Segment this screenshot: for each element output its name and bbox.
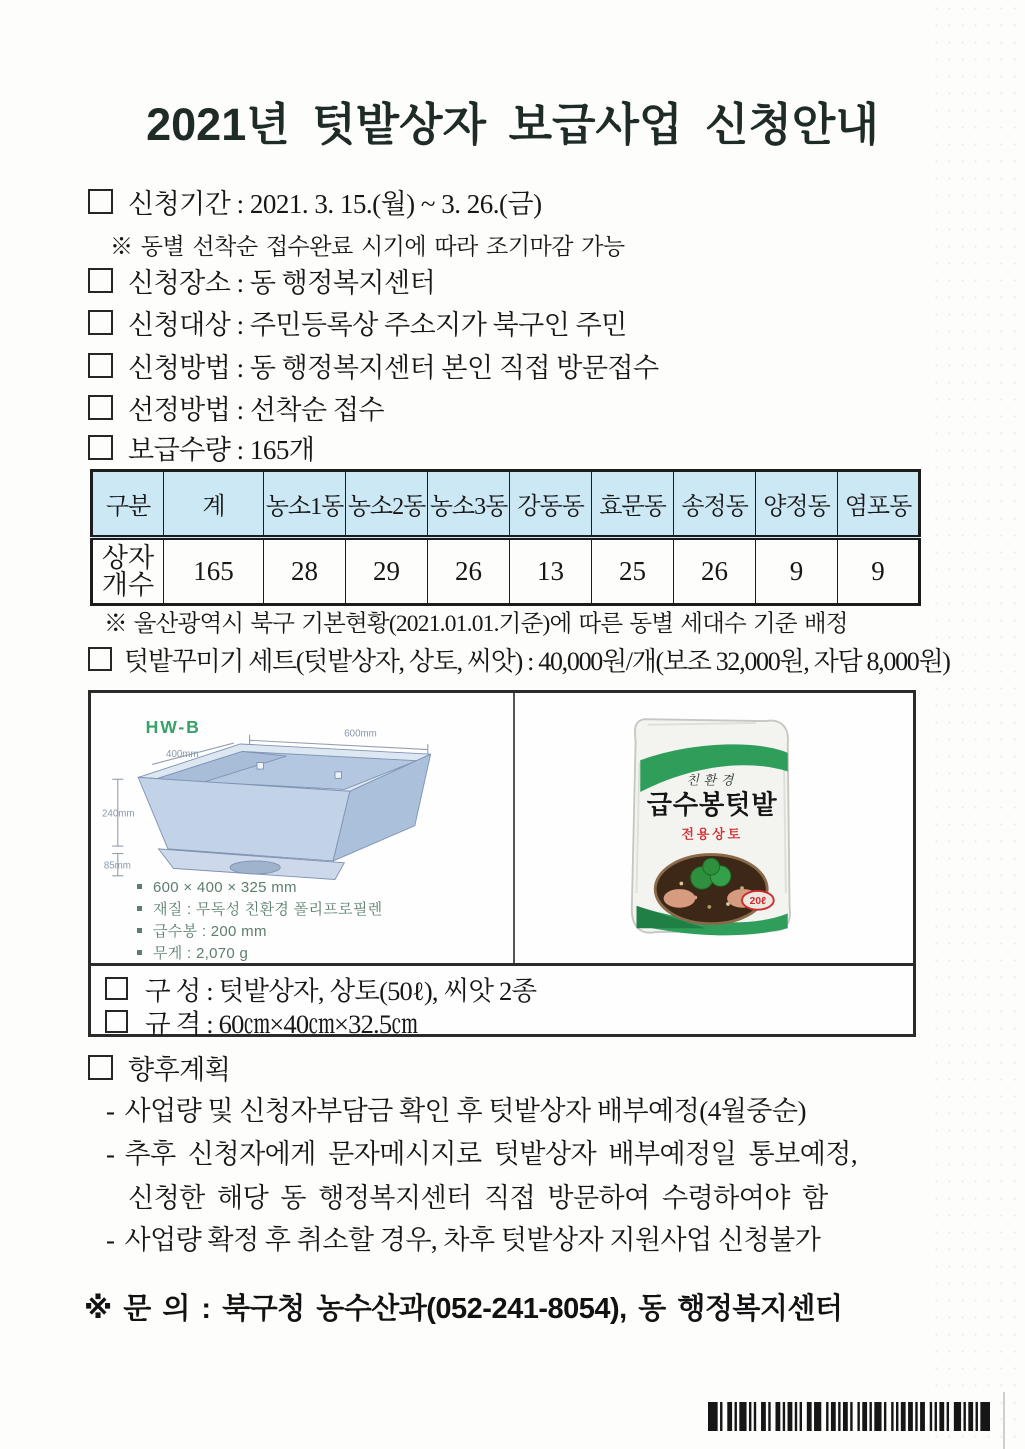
cell-value: 26 xyxy=(674,538,756,605)
notice-line-quantity xyxy=(88,428,314,467)
dim-depth-label: 400mm xyxy=(166,748,199,760)
bullet-text: 재질 : 무독성 친환경 폴리프로필렌 xyxy=(153,901,383,918)
plan-text: 사업량 및 신청자부담금 확인 후 텃밭상자 배부예정(4월중순) xyxy=(124,1096,806,1126)
spec-text: 규 격 : 60㎝×40㎝×32.5㎝ xyxy=(145,1009,418,1039)
plan-title-text: 향후계획 xyxy=(128,1055,231,1085)
bullet-item xyxy=(137,877,382,899)
col-header: 구분 xyxy=(92,471,164,538)
col-header: 계 xyxy=(164,471,264,538)
cell-value: 9 xyxy=(838,538,920,605)
notice-text: 신청장소 : 동 행정복지센터 xyxy=(128,268,436,298)
plan-text: 신청한 해당 동 행정복지센터 직접 방문하여 수령하여야 함 xyxy=(128,1183,828,1213)
figure-spec-section xyxy=(91,963,913,1037)
cell-value: 9 xyxy=(756,538,838,605)
col-header: 송정동 xyxy=(674,471,756,538)
barcode xyxy=(708,1402,990,1431)
volume-badge xyxy=(742,891,774,910)
bullet-text: 무게 : 2,070 g xyxy=(153,945,249,962)
dim-height-label: 240mm xyxy=(102,808,135,820)
bullet-item xyxy=(137,899,382,921)
product-figure-box xyxy=(88,690,916,1037)
bullet-square-icon xyxy=(137,928,142,933)
bag-eco-label: 친환경 xyxy=(686,772,739,788)
checkbox-square-icon xyxy=(88,268,113,293)
box-model-label: HW-B xyxy=(145,716,201,737)
col-header: 염포동 xyxy=(838,471,920,538)
garden-box-illustration xyxy=(101,705,491,886)
notice-line-place xyxy=(88,261,435,300)
plan-line-continuation xyxy=(128,1176,828,1215)
checkbox-square-icon xyxy=(88,647,112,671)
garden-box-image xyxy=(91,693,513,963)
notice-line-period xyxy=(88,182,542,221)
col-header: 효문동 xyxy=(592,471,674,538)
checkbox-square-icon xyxy=(105,1010,128,1033)
checkbox-square-icon xyxy=(88,310,113,335)
notice-line-selection xyxy=(88,388,384,427)
cell-value: 26 xyxy=(428,538,510,605)
col-header: 농소2동 xyxy=(346,471,428,538)
bullet-text: 급수봉 : 200 mm xyxy=(153,923,267,940)
contact-line: ※ 문 의 : 북구청 농수산과(052-241-8054), 동 행정복지센터 xyxy=(84,1293,843,1325)
bag-subtitle: 전용상토 xyxy=(681,826,743,842)
plan-title xyxy=(88,1048,230,1087)
cell-value: 13 xyxy=(510,538,592,605)
cell-value: 28 xyxy=(264,538,346,605)
checkbox-square-icon xyxy=(105,977,128,1000)
checkbox-square-icon xyxy=(88,395,113,420)
row-label xyxy=(92,538,164,605)
bullet-square-icon xyxy=(137,906,142,911)
bullet-square-icon xyxy=(137,950,142,955)
notice-line-target xyxy=(88,303,627,342)
soil-bag-illustration xyxy=(616,705,812,950)
checkbox-square-icon xyxy=(88,435,113,460)
row-label-line2: 개수 xyxy=(101,569,155,600)
checkbox-square-icon xyxy=(88,353,113,378)
notice-text: 보급수량 : 165개 xyxy=(128,435,315,465)
notice-subnote: ※ 동별 선착순 접수완료 시기에 따라 조기마감 가능 xyxy=(110,234,625,259)
col-header: 농소3동 xyxy=(428,471,510,538)
bullet-item xyxy=(137,943,382,965)
soil-bag-image xyxy=(513,693,913,963)
box-spec-bullets xyxy=(137,877,382,965)
plan-text: 추후 신청자에게 문자메시지로 텃밭상자 배부예정일 통보예정, xyxy=(124,1139,858,1169)
plan-line xyxy=(106,1218,820,1257)
notice-text: 신청대상 : 주민등록상 주소지가 북구인 주민 xyxy=(128,310,627,340)
page-title: 2021년 텃밭상자 보급사업 신청안내 xyxy=(146,99,879,150)
dash-marker: - xyxy=(106,1096,115,1126)
soil-photo-oval xyxy=(655,855,767,924)
set-info-text: 텃밭꾸미기 세트(텃밭상자, 상토, 씨앗) : 40,000원/개(보조 32,000원, 자담 8,000원) xyxy=(124,647,950,676)
spec-text: 구 성 : 텃밭상자, 상토(50ℓ), 씨앗 2종 xyxy=(145,976,537,1006)
notice-text: 선정방법 : 선착순 접수 xyxy=(128,395,384,425)
bullet-text: 600 × 400 × 325 mm xyxy=(153,879,297,896)
cell-value: 25 xyxy=(592,538,674,605)
col-header: 강동동 xyxy=(510,471,592,538)
scan-noise-texture xyxy=(930,0,1025,1449)
row-label-line1: 상자 xyxy=(101,542,155,573)
volume-text: 20ℓ xyxy=(749,896,767,908)
notice-text: 신청기간 : 2021. 3. 15.(월) ~ 3. 26.(금) xyxy=(128,189,542,219)
col-header: 농소1동 xyxy=(264,471,346,538)
scan-edge-artifact xyxy=(1003,1392,1005,1449)
bag-title: 급수봉텃밭 xyxy=(646,789,778,820)
bullet-item xyxy=(137,921,382,943)
table-row xyxy=(92,538,920,605)
planter-box-shape xyxy=(138,744,430,880)
checkbox-square-icon xyxy=(88,1055,113,1080)
allocation-table xyxy=(90,469,921,606)
col-header: 양정동 xyxy=(756,471,838,538)
table-header-row xyxy=(92,471,920,538)
dim-tray-label: 85mm xyxy=(103,860,131,872)
dash-marker: - xyxy=(106,1225,115,1255)
set-info-line xyxy=(88,641,950,678)
cell-value: 29 xyxy=(346,538,428,605)
checkbox-square-icon xyxy=(88,189,113,214)
plan-line xyxy=(106,1089,806,1128)
plan-text: 사업량 확정 후 취소할 경우, 차후 텃밭상자 지원사업 신청불가 xyxy=(124,1225,821,1255)
table-note: ※ 울산광역시 북구 기본현황(2021.01.01.기준)에 따른 동별 세대수 기준 배정 xyxy=(104,611,848,637)
dash-marker: - xyxy=(106,1139,115,1169)
barcode-svg xyxy=(708,1402,990,1431)
notice-text: 신청방법 : 동 행정복지센터 본인 직접 방문접수 xyxy=(128,353,659,383)
cell-total: 165 xyxy=(164,538,264,605)
bullet-square-icon xyxy=(137,884,142,889)
plan-line xyxy=(106,1132,857,1171)
dim-width-label: 600mm xyxy=(344,728,377,740)
notice-line-method xyxy=(88,346,659,385)
spec-line-size xyxy=(105,1002,417,1041)
